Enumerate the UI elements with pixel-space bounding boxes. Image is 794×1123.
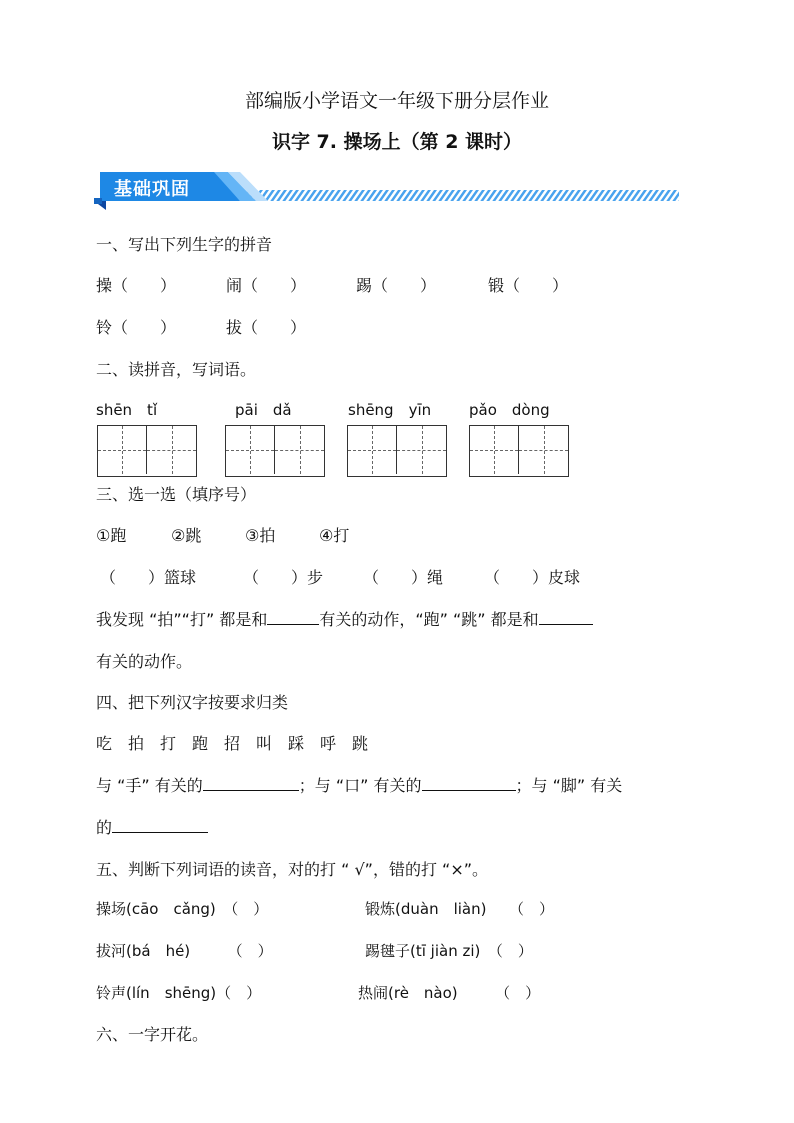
question-2-heading: 二、读拼音，写词语。 xyxy=(96,360,257,379)
section-banner xyxy=(94,170,684,214)
statement-text: 的 xyxy=(96,818,113,837)
banner-stripes xyxy=(244,190,679,201)
question-3-heading: 三、选一选（填序号） xyxy=(96,485,257,504)
question-5-heading: 五、判断下列词语的读音，对的打 “ √”，错的打 “×”。 xyxy=(96,860,489,879)
answer-line[interactable] xyxy=(539,624,593,625)
statement-text: ；与 “脚” 有关 xyxy=(515,776,623,795)
pinyin-label: shēn tǐ xyxy=(96,401,158,419)
statement-text: ；与 “口” 有关的 xyxy=(298,776,422,795)
judge-item[interactable]: 锻炼(duàn liàn) （ ） xyxy=(365,900,554,918)
page-title: 部编版小学语文一年级下册分层作业 xyxy=(244,90,549,112)
answer-line[interactable] xyxy=(422,790,516,791)
tianzige-cell[interactable] xyxy=(397,426,446,474)
statement-text: 有关的动作，“跑” “跳” 都是和 xyxy=(319,610,539,629)
fill-blank[interactable]: （ ）皮球 xyxy=(484,568,581,587)
q3-statement xyxy=(96,607,593,630)
writing-grid[interactable] xyxy=(469,425,569,477)
tianzige-cell[interactable] xyxy=(226,426,275,474)
writing-grid[interactable] xyxy=(225,425,325,477)
option: ④打 xyxy=(319,526,350,545)
option: ①跑 xyxy=(96,526,127,545)
question-6-heading: 六、一字开花。 xyxy=(96,1025,209,1044)
q1-item: 铃（ ） xyxy=(96,318,177,337)
tianzige-cell[interactable] xyxy=(519,426,568,474)
question-1-heading: 一、写出下列生字的拼音 xyxy=(96,235,273,254)
answer-line[interactable] xyxy=(267,624,319,625)
option: ②跳 xyxy=(171,526,202,545)
statement-text: 我发现 “拍”“打” 都是和 xyxy=(96,610,268,629)
question-4-heading: 四、把下列汉字按要求归类 xyxy=(96,693,289,712)
banner-label: 基础巩固 xyxy=(114,179,190,200)
fill-blank[interactable]: （ ）篮球 xyxy=(100,568,197,587)
q1-item: 锻（ ） xyxy=(488,276,569,295)
pinyin-label: pāi dǎ xyxy=(235,401,292,419)
pinyin-label: shēng yīn xyxy=(348,401,432,419)
statement-text: 有关的动作。 xyxy=(96,652,193,671)
q1-item: 操（ ） xyxy=(96,276,177,295)
q1-item: 踢（ ） xyxy=(356,276,437,295)
judge-item[interactable]: 踢毽子(tī jiàn zi) （ ） xyxy=(365,942,533,960)
statement-text: 与 “手” 有关的 xyxy=(96,776,203,795)
answer-line[interactable] xyxy=(203,790,299,791)
char-list: 吃 拍 打 跑 招 叫 踩 呼 跳 xyxy=(96,734,369,753)
judge-item[interactable]: 热闹(rè nào) （ ） xyxy=(358,984,541,1002)
writing-grid[interactable] xyxy=(97,425,197,477)
tianzige-cell[interactable] xyxy=(348,426,397,474)
judge-item[interactable]: 操场(cāo cǎng) （ ） xyxy=(96,900,269,918)
judge-item[interactable]: 铃声(lín shēng)（ ） xyxy=(96,984,262,1002)
tianzige-cell[interactable] xyxy=(275,426,324,474)
answer-line[interactable] xyxy=(112,832,208,833)
pinyin-label: pǎo dòng xyxy=(469,401,550,419)
fill-blank[interactable]: （ ）绳 xyxy=(363,568,444,587)
q1-item: 闹（ ） xyxy=(226,276,307,295)
tianzige-cell[interactable] xyxy=(470,426,519,474)
q4-statement-2 xyxy=(96,815,208,838)
q1-item: 拔（ ） xyxy=(226,318,307,337)
lesson-subtitle: 识字 7. 操场上（第 2 课时） xyxy=(271,131,523,153)
option: ③拍 xyxy=(245,526,276,545)
writing-grid[interactable] xyxy=(347,425,447,477)
tianzige-cell[interactable] xyxy=(98,426,147,474)
tianzige-cell[interactable] xyxy=(147,426,196,474)
q4-statement xyxy=(96,773,622,796)
fill-blank[interactable]: （ ）步 xyxy=(243,568,324,587)
judge-item[interactable]: 拔河(bá hé) （ ） xyxy=(96,942,273,960)
